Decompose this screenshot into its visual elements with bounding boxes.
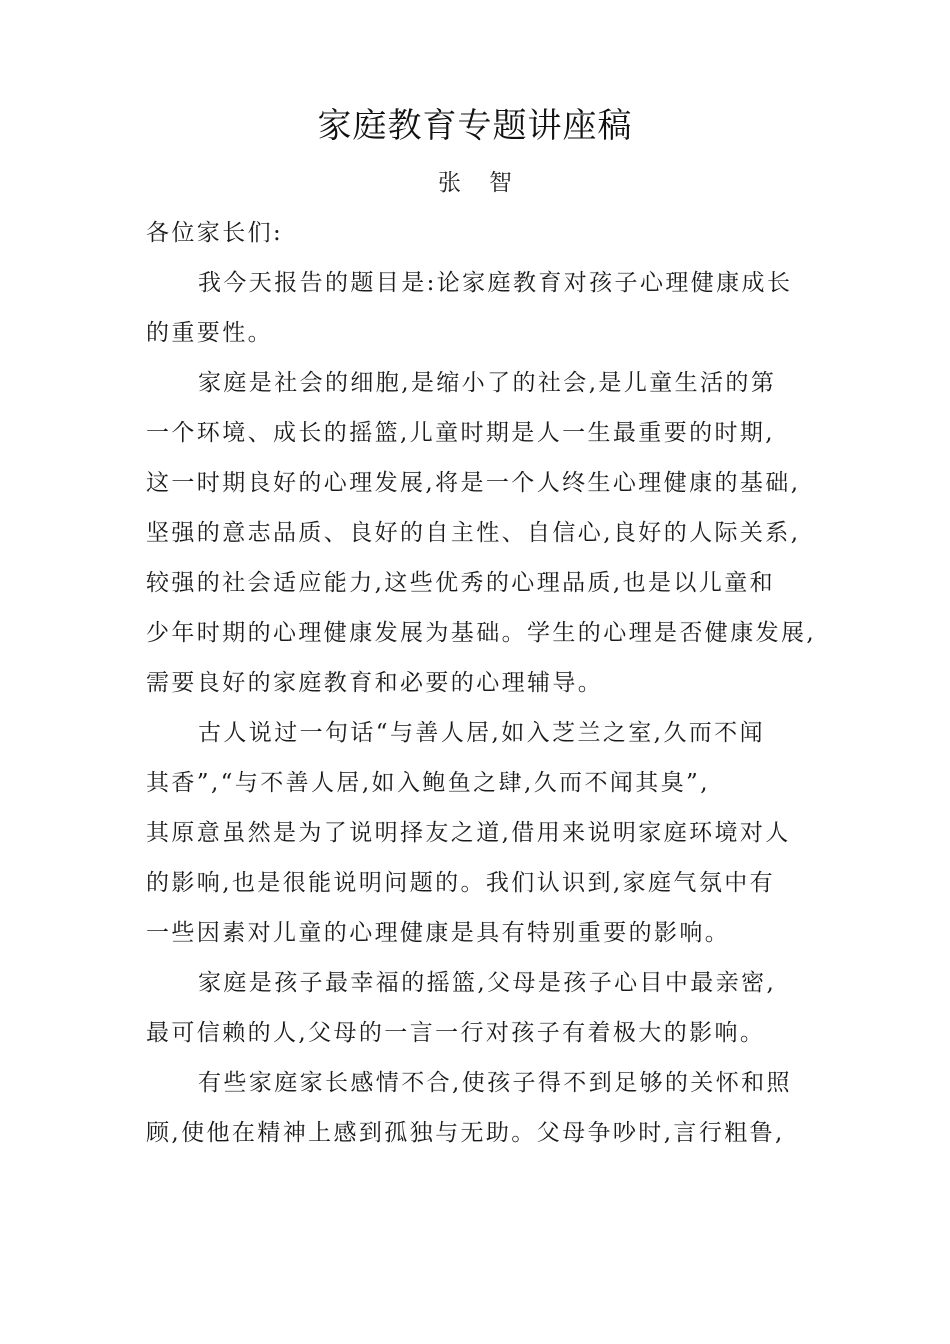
document-author: 张智 xyxy=(438,170,540,196)
text-line: 家庭是社会的细胞,是缩小了的社会,是儿童生活的第 xyxy=(198,370,777,396)
text-line: 一些因素对儿童的心理健康是具有特别重要的影响。 xyxy=(146,920,731,946)
text-line: 这一时期良好的心理发展,将是一个人终生心理健康的基础, xyxy=(146,470,801,496)
text-line: 顾,使他在精神上感到孤独与无助。父母争吵时,言行粗鲁, xyxy=(146,1120,785,1146)
text-line: 一个环境、成长的摇篮,儿童时期是人一生最重要的时期, xyxy=(146,420,776,446)
text-line: 最可信赖的人,父母的一言一行对孩子有着极大的影响。 xyxy=(146,1020,766,1046)
text-line: 其香”,“与不善人居,如入鲍鱼之肆,久而不闻其臭”, xyxy=(146,770,710,796)
text-line: 较强的社会适应能力,这些优秀的心理品质,也是以儿童和 xyxy=(146,570,776,596)
text-line: 古人说过一句话“与善人居,如入芝兰之室,久而不闻 xyxy=(198,720,765,746)
text-line: 有些家庭家长感情不合,使孩子得不到足够的关怀和照 xyxy=(198,1070,792,1096)
paragraph-lines xyxy=(146,258,816,1158)
text-line: 需要良好的家庭教育和必要的心理辅导。 xyxy=(146,670,604,696)
text-line: 其原意虽然是为了说明择友之道,借用来说明家庭环境对人 xyxy=(146,820,791,846)
document-body xyxy=(146,208,816,1158)
salutation: 各位家长们: xyxy=(146,220,284,246)
text-line: 坚强的意志品质、良好的自主性、自信心,良好的人际关系, xyxy=(146,520,801,546)
text-line: 少年时期的心理健康发展为基础。学生的心理是否健康发展, xyxy=(146,620,817,646)
document-title: 家庭教育专题讲座稿 xyxy=(317,106,633,146)
text-line: 我今天报告的题目是:论家庭教育对孩子心理健康成长 xyxy=(198,270,793,296)
text-line: 家庭是孩子最幸福的摇篮,父母是孩子心目中最亲密, xyxy=(198,970,777,996)
text-line: 的重要性。 xyxy=(146,320,273,346)
text-line: 的影响,也是很能说明问题的。我们认识到,家庭气氛中有 xyxy=(146,870,776,896)
